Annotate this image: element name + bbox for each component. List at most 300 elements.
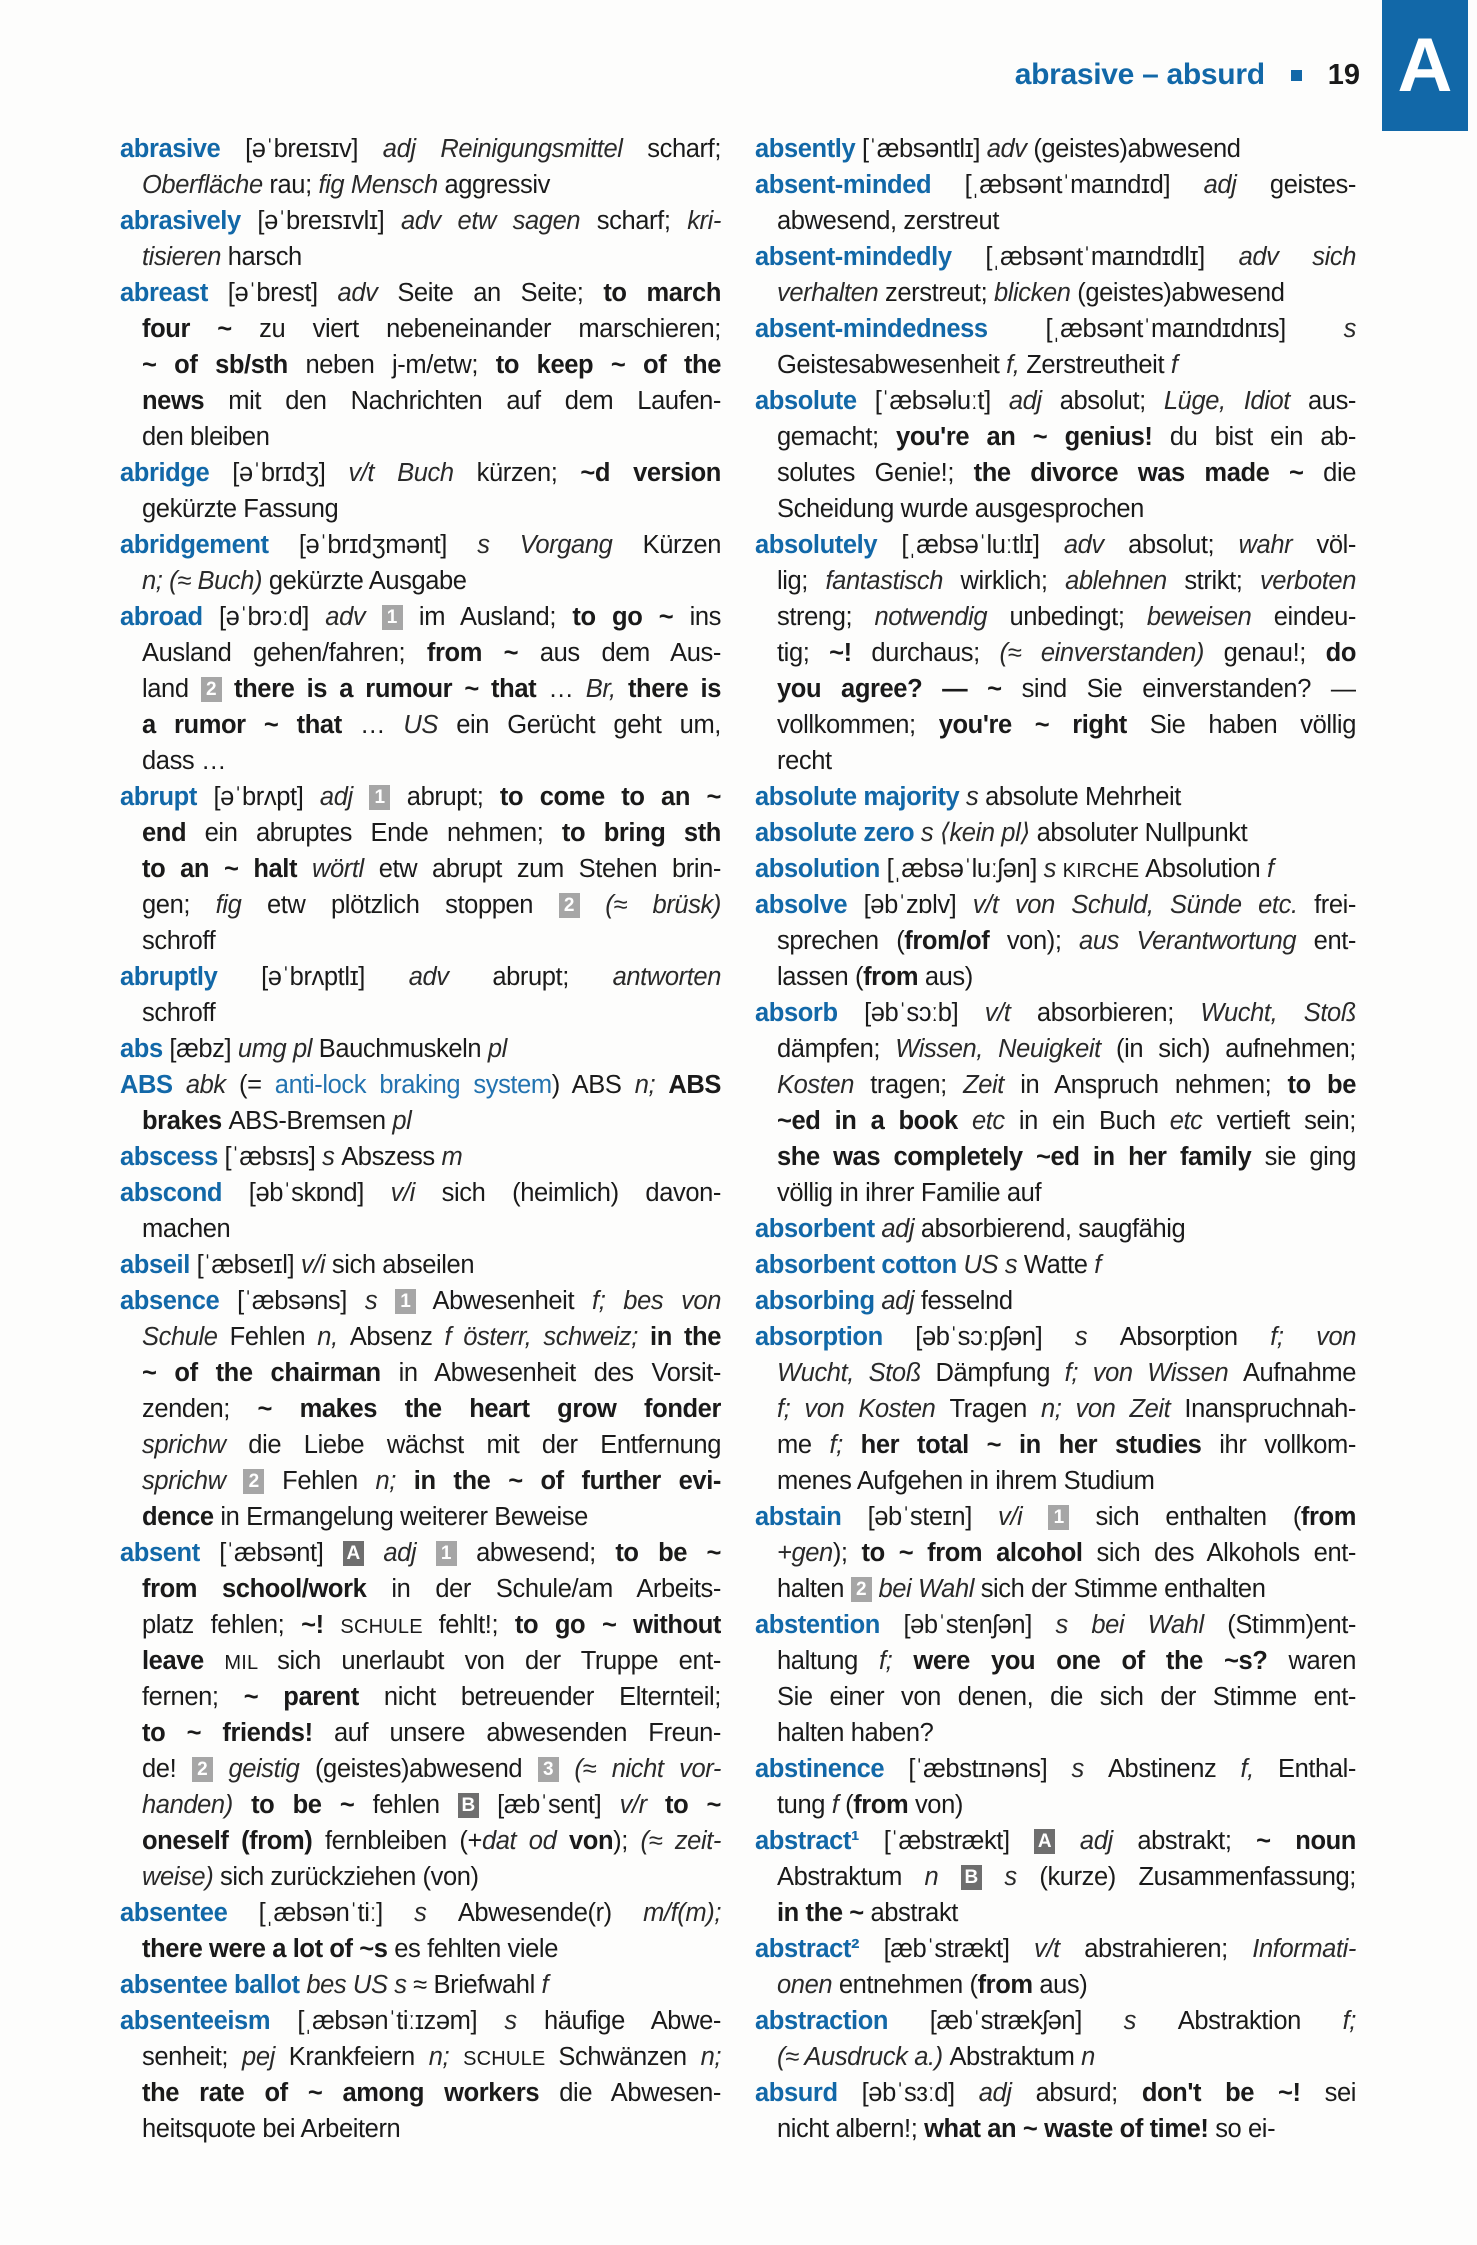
text-run: von)	[914, 1791, 963, 1819]
headword: abstain	[755, 1503, 842, 1531]
entry-line	[120, 1139, 721, 1175]
text-run: fehlen	[372, 1791, 458, 1819]
text-run: gekürzte Fassung	[142, 495, 339, 523]
headword: abstract²	[755, 1935, 860, 1963]
dictionary-entry	[755, 779, 1356, 815]
text-run: nicht betreuender Elternteil;	[383, 1683, 721, 1711]
entry-line	[755, 1499, 1356, 1535]
text-run: n,	[317, 1323, 350, 1351]
text-run: bes US s	[306, 1971, 414, 1999]
text-run: from ~	[426, 639, 540, 667]
text-run: ~!	[829, 639, 872, 667]
text-run: in Anspruch nehmen;	[1020, 1071, 1288, 1099]
text-run: aus)	[924, 963, 973, 991]
entry-line	[755, 1139, 1356, 1175]
text-run: s bei Wahl	[1055, 1611, 1228, 1639]
entry-line	[755, 131, 1356, 167]
entry-line	[755, 1427, 1356, 1463]
text-run: auf unsere abwesenden Freun-	[333, 1719, 721, 1747]
headword: abstention	[755, 1611, 880, 1639]
text-run: die Liebe wächst mit der Entfernung	[248, 1431, 721, 1459]
text-run: fesselnd	[920, 1287, 1013, 1315]
text-run: zu viert nebeneinander marschieren;	[259, 315, 721, 343]
dictionary-entry	[120, 599, 721, 779]
text-run: häufige Abwe-	[544, 2007, 721, 2035]
text-run: sich unerlaubt von der Truppe ent-	[277, 1647, 721, 1675]
entry-line	[755, 455, 1356, 491]
text-run: to go ~ without	[514, 1611, 721, 1639]
headword: abs	[120, 1035, 163, 1063]
text-run	[957, 1251, 964, 1279]
text-run: [ˈæbstɪnəns]	[884, 1755, 1072, 1783]
entry-line	[120, 2111, 721, 2147]
entry-line	[755, 167, 1356, 203]
running-header	[1015, 58, 1360, 92]
dictionary-entry	[755, 131, 1356, 167]
text-run: aus-	[1308, 387, 1356, 415]
text-run: from	[1300, 1503, 1356, 1531]
dictionary-entry	[755, 1823, 1356, 1931]
text-run: ABS	[668, 1071, 721, 1099]
text-run: [əbˈsteɪn]	[841, 1503, 998, 1531]
text-run: end	[142, 819, 205, 847]
entry-line	[120, 1391, 721, 1427]
dictionary-entry	[755, 239, 1356, 311]
entry-line	[120, 1895, 721, 1931]
text-run: du bist ein ab-	[1169, 423, 1356, 451]
dictionary-entry	[755, 1931, 1356, 2003]
text-run: [æbˈstrækt]	[859, 1935, 1034, 1963]
text-run: senheit;	[142, 2043, 243, 2071]
entry-line	[120, 2003, 721, 2039]
entry-line	[120, 1859, 721, 1895]
text-run: Informati-	[1252, 1935, 1356, 1963]
dictionary-column	[755, 131, 1356, 2147]
text-run: streng;	[777, 603, 875, 631]
entry-line	[755, 203, 1356, 239]
text-run: ~ parent	[243, 1683, 384, 1711]
text-run: the divorce was made ~	[973, 459, 1324, 487]
text-run: s	[1343, 315, 1356, 343]
headword: ABS	[120, 1071, 173, 1099]
text-run: [ˈæbsəntlɪ]	[855, 135, 987, 163]
text-run: [ˌæbsəntˈmaɪndɪdnɪs]	[987, 315, 1344, 343]
text-run: lassen (	[777, 963, 864, 991]
entry-line	[120, 1751, 721, 1787]
entry-line	[755, 1751, 1356, 1787]
sense-number-box: 2	[201, 677, 222, 702]
sense-number-box: 2	[559, 893, 580, 918]
text-run: gekürzte Ausgabe	[268, 567, 467, 595]
text-run: [æbˈsent]	[478, 1791, 620, 1819]
entry-line	[120, 1607, 721, 1643]
dictionary-entry	[120, 275, 721, 455]
text-run: aus dem Aus-	[539, 639, 721, 667]
headword: absolute zero	[755, 819, 915, 847]
entry-line	[120, 959, 721, 995]
text-run: n;	[700, 2043, 721, 2071]
text-run: f; von	[1270, 1323, 1356, 1351]
text-run: [əˈbreɪsɪvlɪ]	[240, 207, 401, 235]
text-run: [ˈæbsəluːt]	[856, 387, 1009, 415]
text-run: [ˈæbsɪs]	[217, 1143, 323, 1171]
text-run: pej	[242, 2043, 289, 2071]
text-run: adj	[1055, 1827, 1138, 1855]
text-run: abwesend;	[456, 1539, 616, 1567]
headword: abrupt	[120, 783, 197, 811]
text-run: tig;	[777, 639, 830, 667]
text-run: absolute Mehrheit	[985, 783, 1181, 811]
text-run: Aufnahme	[1242, 1359, 1356, 1387]
entry-line	[755, 599, 1356, 635]
text-run: from/of	[904, 927, 1007, 955]
text-run: [ˈæbsənt]	[199, 1539, 343, 1567]
text-run: strikt;	[1184, 567, 1260, 595]
entry-line	[120, 1643, 721, 1679]
text-run: Watte	[1023, 1251, 1095, 1279]
text-run: gen;	[142, 891, 216, 919]
sense-number-box: 1	[436, 1541, 457, 1566]
entry-line	[755, 779, 1356, 815]
text-run: [æbz]	[162, 1035, 238, 1063]
dictionary-entry	[755, 1211, 1356, 1247]
text-run: news	[142, 387, 229, 415]
text-run: s	[322, 1143, 342, 1171]
text-run: heitsquote bei Arbeitern	[142, 2115, 401, 2143]
text-run: abstrahieren;	[1084, 1935, 1253, 1963]
entry-line	[755, 815, 1356, 851]
text-run: Absorption	[1119, 1323, 1271, 1351]
entry-line	[120, 239, 721, 275]
text-run: v/t Buch	[348, 459, 477, 487]
text-run: Abstraktum	[777, 1863, 925, 1891]
text-run: in der Schule/am Arbeits-	[391, 1575, 721, 1603]
text-run: etc	[971, 1107, 1019, 1135]
text-run: a rumor ~ that	[142, 711, 361, 739]
text-run: sich enthalten (	[1069, 1503, 1301, 1531]
entry-line	[755, 1391, 1356, 1427]
entry-line	[755, 527, 1356, 563]
text-run: abrupt;	[492, 963, 613, 991]
text-run: es fehlten viele	[394, 1935, 558, 1963]
text-run: tung	[777, 1791, 832, 1819]
text-run: völlig in ihrer Familie auf	[777, 1179, 1042, 1207]
text-run: geistig	[212, 1755, 315, 1783]
text-run: Absenz	[349, 1323, 445, 1351]
text-run: to be ~	[615, 1539, 721, 1567]
text-run: abstrakt	[870, 1899, 958, 1927]
headword-range: abrasive – absurd	[1014, 58, 1265, 91]
sense-number-box: 2	[851, 1577, 872, 1602]
entry-line	[755, 707, 1356, 743]
entry-line	[120, 1283, 721, 1319]
entry-line	[120, 347, 721, 383]
text-run: (geistes)abwesend	[1077, 279, 1285, 307]
text-run: halten	[777, 1575, 851, 1603]
dictionary-entry	[755, 167, 1356, 239]
text-run: Bauchmuskeln	[318, 1035, 488, 1063]
text-run: fernen;	[142, 1683, 244, 1711]
text-run: umg pl	[237, 1035, 319, 1063]
text-run: absorbierend, saugfähig	[920, 1215, 1186, 1243]
text-run: Kosten	[777, 1071, 871, 1099]
text-run: s Vorgang	[477, 531, 643, 559]
text-run: [ˌæbsənˈtiːɪzəm]	[270, 2007, 505, 2035]
entry-line	[120, 1931, 721, 1967]
dictionary-entry	[120, 1139, 721, 1175]
headword: abroad	[120, 603, 203, 631]
text-run: n; (≈ Buch)	[142, 567, 269, 595]
text-run: in the ~ of further evi-	[413, 1467, 721, 1495]
text-run: (Stimm)ent-	[1227, 1611, 1356, 1639]
text-run: sich abseilen	[331, 1251, 475, 1279]
text-run: absolut;	[1059, 387, 1164, 415]
text-run	[173, 1071, 186, 1099]
headword: abrasively	[120, 207, 241, 235]
entry-line	[120, 1427, 721, 1463]
entry-line	[755, 2075, 1356, 2111]
text-run: Seite an Seite;	[397, 279, 604, 307]
text-run: Abstraktion	[1177, 2007, 1343, 2035]
headword: absolute	[755, 387, 857, 415]
text-run: Geistesabwesenheit	[777, 351, 1007, 379]
text-run: to come to an ~	[499, 783, 721, 811]
text-run: menes Aufgehen in ihrem Studium	[777, 1467, 1155, 1495]
text-run: Wucht, Stoß	[777, 1359, 936, 1387]
entry-line	[120, 1535, 721, 1571]
text-run: v/r	[619, 1791, 665, 1819]
entry-line	[755, 563, 1356, 599]
sense-number-box: 1	[395, 1289, 416, 1314]
text-run: four ~	[142, 315, 260, 343]
entry-line	[120, 527, 721, 563]
text-run: entnehmen (	[838, 1971, 978, 1999]
dictionary-entry	[755, 995, 1356, 1211]
text-run: pl	[487, 1035, 507, 1063]
text-run: ABS-Bremsen	[228, 1107, 393, 1135]
text-run: antworten	[612, 963, 721, 991]
text-run: onen	[777, 1971, 839, 1999]
text-run: Ausland gehen/fahren;	[142, 639, 427, 667]
text-run: ) ABS	[551, 1071, 635, 1099]
text-run: handen)	[142, 1791, 252, 1819]
text-run: she was completely ~ed in her family	[777, 1143, 1265, 1171]
text-run: Zerstreutheit	[1026, 351, 1171, 379]
text-run: s	[966, 783, 986, 811]
text-run: from	[977, 1971, 1040, 1999]
text-run: sich (heimlich) davon-	[441, 1179, 721, 1207]
text-run: adv	[337, 279, 398, 307]
headword: absolute majority	[755, 783, 960, 811]
text-run: ins	[689, 603, 721, 631]
page-number: 19	[1327, 58, 1360, 91]
entry-line	[120, 707, 721, 743]
sense-number-box: 3	[538, 1757, 559, 1782]
headword: absurd	[755, 2079, 838, 2107]
text-run: s	[1071, 1755, 1108, 1783]
text-run: adj	[1203, 171, 1270, 199]
text-run: wahr	[1238, 531, 1317, 559]
text-run: +gen	[777, 1539, 833, 1567]
headword: absently	[755, 135, 856, 163]
dictionary-entry	[755, 1607, 1356, 1751]
text-run: fehlt!;	[438, 1611, 515, 1639]
text-run: f	[831, 1791, 846, 1819]
text-run: die Abwesen-	[559, 2079, 721, 2107]
text-run: zerstreut;	[885, 279, 994, 307]
text-run: sind Sie einverstanden? —	[1021, 675, 1356, 703]
dictionary-entry	[755, 527, 1356, 779]
text-run: ~ of the chairman	[142, 1359, 399, 1387]
text-run: s	[1123, 2007, 1178, 2035]
dictionary-entry	[120, 527, 721, 599]
text-run: [əbˈstenʃən]	[879, 1611, 1056, 1639]
text-run: [ˌæbsəˈluːtlɪ]	[877, 531, 1064, 559]
headword: abstinence	[755, 1755, 885, 1783]
entry-line	[120, 1067, 721, 1103]
entry-line	[120, 131, 721, 167]
entry-line	[755, 743, 1356, 779]
entry-line	[120, 599, 721, 635]
text-run: haltung	[777, 1647, 879, 1675]
text-run: (≈ einverstanden)	[999, 639, 1224, 667]
text-run: tisieren	[142, 243, 228, 271]
headword: absenteeism	[120, 2007, 271, 2035]
text-run: [əˈbreɪsɪv]	[220, 135, 383, 163]
text-run: adj Reinigungsmittel	[382, 135, 648, 163]
text-run: ent-	[1313, 927, 1356, 955]
text-run: v/i	[998, 1503, 1049, 1531]
text-run: (kurze) Zusammenfassung;	[1039, 1863, 1356, 1891]
headword: abridge	[120, 459, 210, 487]
text-run: Dämpfung	[935, 1359, 1065, 1387]
text-run: [əˈbrʌptlɪ]	[217, 963, 409, 991]
headword: absent-mindedly	[755, 243, 952, 271]
text-run: abrupt;	[390, 783, 500, 811]
entry-line	[755, 1535, 1356, 1571]
entry-line	[755, 2039, 1356, 2075]
text-run: Schwänzen	[558, 2043, 701, 2071]
text-run: leave	[142, 1647, 225, 1675]
dictionary-entry	[755, 1283, 1356, 1319]
text-run: frei-	[1314, 891, 1356, 919]
entry-line	[755, 1895, 1356, 1931]
dictionary-entry	[755, 851, 1356, 887]
text-run: mit den Nachrichten auf dem Laufen-	[228, 387, 721, 415]
text-run: to go ~	[572, 603, 690, 631]
text-run: Fehlen	[229, 1323, 318, 1351]
text-run: blicken	[993, 279, 1078, 307]
text-run: Sie haben völlig	[1149, 711, 1356, 739]
text-run: (≈ nicht vor-	[558, 1755, 721, 1783]
text-run: eindeu-	[1273, 603, 1356, 631]
text-run: genau!;	[1223, 639, 1326, 667]
text-run: in Abwesenheit des Vorsit-	[398, 1359, 721, 1387]
text-run: s	[414, 1899, 458, 1927]
text-run: (in sich) aufnehmen;	[1116, 1035, 1356, 1063]
homograph-letter-box: B	[961, 1865, 982, 1890]
text-run: völ-	[1316, 531, 1356, 559]
entry-line	[120, 1463, 721, 1499]
text-run: s	[504, 2007, 544, 2035]
text-run: ~ noun	[1256, 1827, 1356, 1855]
text-run: v/t von Schuld, Sünde etc.	[972, 891, 1315, 919]
text-run: scharf;	[647, 135, 721, 163]
text-run: den bleiben	[142, 423, 270, 451]
text-run: abk	[185, 1071, 239, 1099]
headword: absorb	[755, 999, 838, 1027]
text-run: v/t	[984, 999, 1037, 1027]
text-run: zenden;	[142, 1395, 258, 1423]
text-run: beweisen	[1146, 603, 1274, 631]
text-run: don't be ~!	[1141, 2079, 1325, 2107]
text-run: sie ging	[1264, 1143, 1356, 1171]
entry-line	[120, 995, 721, 1031]
text-run: f,	[1240, 1755, 1278, 1783]
text-run: s	[1043, 855, 1063, 883]
text-run: adj	[1008, 387, 1060, 415]
entry-line	[120, 1823, 721, 1859]
headword: absence	[120, 1287, 220, 1315]
text-run: brakes	[142, 1107, 229, 1135]
entry-line	[755, 491, 1356, 527]
text-run: (≈ brüsk)	[579, 891, 721, 919]
entry-line	[120, 2039, 721, 2075]
text-run: from	[853, 1791, 915, 1819]
entry-line	[120, 1355, 721, 1391]
entry-line	[120, 203, 721, 239]
text-run: to ~ friends!	[142, 1719, 334, 1747]
headword: absentee	[120, 1899, 228, 1927]
text-run: her total ~ in her studies	[860, 1431, 1220, 1459]
dictionary-entry	[755, 1319, 1356, 1499]
text-run: Abwesende(r)	[457, 1899, 644, 1927]
text-run: dat od	[481, 1827, 569, 1855]
text-run: to bring sth	[561, 819, 721, 847]
text-run: oneself (from)	[142, 1827, 325, 1855]
text-run: [ˌæbsəˈluːʃən]	[879, 855, 1044, 883]
text-run: Abstinenz	[1107, 1755, 1241, 1783]
text-run: fig	[215, 891, 267, 919]
text-run: durchaus;	[871, 639, 1000, 667]
headword: absolutely	[755, 531, 878, 559]
dictionary-entry	[120, 1247, 721, 1283]
text-run: sich der Stimme enthalten	[980, 1575, 1266, 1603]
text-run: Abwesenheit	[416, 1287, 593, 1315]
text-run: n; von Zeit	[1040, 1395, 1185, 1423]
text-run: Inanspruchnah-	[1184, 1395, 1356, 1423]
text-run: vollkommen;	[777, 711, 939, 739]
entry-line	[120, 887, 721, 923]
entry-line	[755, 1715, 1356, 1751]
headword: absorbing	[755, 1287, 875, 1315]
entry-line	[120, 491, 721, 527]
text-run: [ˌæbsənˈtiː]	[227, 1899, 415, 1927]
text-run: ~ makes the heart grow fonder	[257, 1395, 721, 1423]
homograph-letter-box: A	[343, 1541, 364, 1566]
entry-line	[755, 1211, 1356, 1247]
text-run: adv	[986, 135, 1034, 163]
entry-line	[755, 1463, 1356, 1499]
text-run: Scheidung wurde ausgesprochen	[777, 495, 1144, 523]
text-run: nicht albern!;	[777, 2115, 925, 2143]
text-run: );	[832, 1539, 862, 1567]
headword: abstract¹	[755, 1827, 860, 1855]
text-run: ihr vollkom-	[1219, 1431, 1356, 1459]
text-run: SCHULE	[463, 2048, 559, 2070]
text-run: fernbleiben (+	[324, 1827, 482, 1855]
text-run: ~ of sb/sth	[142, 351, 306, 379]
